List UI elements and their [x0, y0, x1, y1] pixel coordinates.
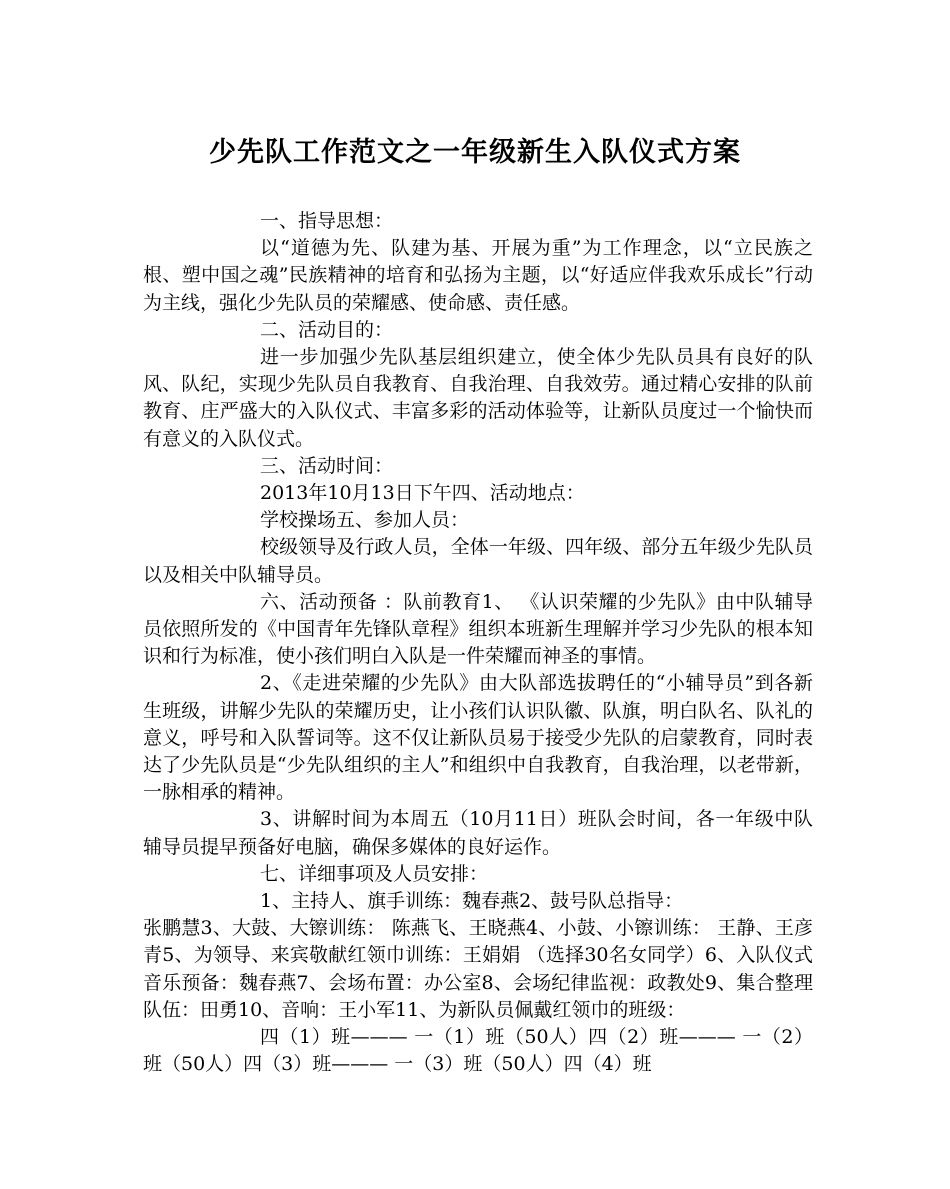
paragraph-preparation-2: 2、《走进荣耀的少先队》由大队部选拔聘任的“小辅导员”到各新生班级，讲解少先队的荣耀历史，让小孩们认识队徽、队旗，明白队名、队礼的意义，呼号和入队誓词等。这不仅让新队员易于接受少先队的启蒙教育，同时表达了少先队员是“少先队组织的主人”和组织中自我教育，自我治理，以老带新，一脉相承的精神。 [143, 672, 813, 804]
paragraph-activity-time: 2013年10月13日下午四、活动地点： [260, 482, 585, 505]
document-title: 少先队工作范文之一年级新生入队仪式方案 [209, 137, 741, 168]
paragraph-arrangements-list: 张鹏慧3、大鼓、大镲训练： 陈燕飞、王晓燕4、小鼓、小镲训练： 王静、王彦青5、为领导、来宾敬献红领巾训练：王娟娟 （选择30名女同学）6、入队仪式音乐预备：魏春燕7、会场布置：办公室8、会场纪律监视：政教处9、集合整理队伍：田勇10、音响：王小军11、为新队员佩戴红领巾的班级： [143, 917, 813, 1021]
section-heading-activity-purpose: 二、活动目的： [260, 318, 394, 341]
section-heading-activity-time: 三、活动时间： [260, 454, 394, 477]
section-heading-guiding-thought: 一、指导思想： [260, 210, 394, 232]
paragraph-arrangements-1: 1、主持人、旗手训练：魏春燕2、鼓号队总指导： [260, 890, 684, 913]
section-heading-arrangements: 七、详细事项及人员安排： [260, 862, 489, 885]
paragraph-class-pairing: 四（1）班——— 一（1）班（50人）四（2）班——— 一（2）班（50人）四（3）班——— 一（3）班（50人）四（4）班 [143, 1026, 813, 1076]
paragraph-preparation-3: 3、讲解时间为本周五（10月11日）班队会时间，各一年级中队辅导员提早预备好电脑，确保多媒体的良好运作。 [143, 808, 813, 858]
paragraph-activity-purpose: 进一步加强少先队基层组织建立，使全体少先队员具有良好的队风、队纪，实现少先队员自我教育、自我治理、自我效劳。通过精心安排的队前教育、庄严盛大的入队仪式、丰富多彩的活动体验等，让新队员度过一个愉快而有意义的入队仪式。 [143, 346, 813, 450]
paragraph-participants: 校级领导及行政人员，全体一年级、四年级、部分五年级少先队员以及相关中队辅导员。 [143, 536, 813, 586]
document-body [143, 208, 813, 1079]
paragraph-guiding-thought: 以“道德为先、队建为基、开展为重”为工作理念，以“立民族之根、塑中国之魂”民族精神的培育和弘扬为主题，以“好适应伴我欢乐成长”行动为主线，强化少先队员的荣耀感、使命感、责任感。 [143, 237, 813, 314]
paragraph-preparation-1: 六、活动预备 ：队前教育1、 《认识荣耀的少先队》由中队辅导员依照所发的《中国青年先锋队章程》组织本班新生理解并学习少先队的根本知识和行为标准，使小孩们明白入队是一件荣耀而神圣的事情。 [143, 590, 813, 668]
paragraph-activity-location: 学校操场五、参加人员： [260, 509, 470, 532]
